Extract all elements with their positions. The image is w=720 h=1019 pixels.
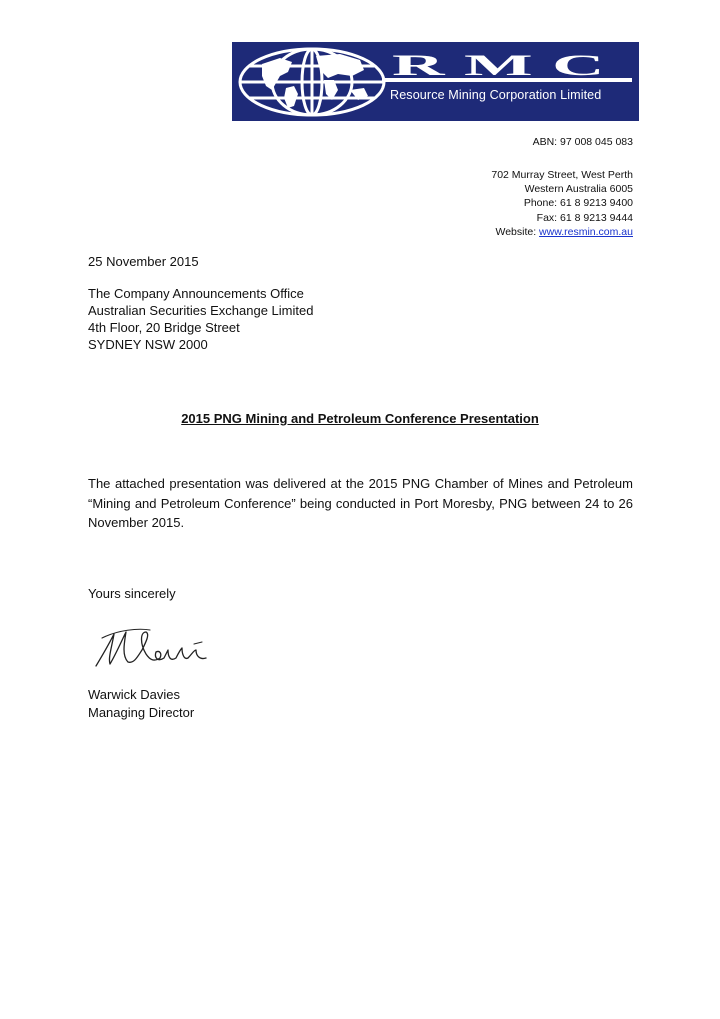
svg-text:RMC: RMC (392, 49, 624, 82)
website-label: Website: (495, 225, 540, 238)
recipient-line: Australian Securities Exchange Limited (88, 303, 314, 318)
recipient-line: The Company Announcements Office (88, 286, 304, 301)
signer-block (88, 686, 194, 721)
website-link[interactable]: www.resmin.com.au (539, 225, 633, 238)
abn-number: ABN: 97 008 045 083 (532, 136, 633, 148)
website-row (491, 225, 633, 239)
fax-number: Fax: 61 8 9213 9444 (536, 211, 633, 224)
address-line: Western Australia 6005 (524, 183, 633, 196)
company-logo (232, 42, 639, 121)
phone-number: Phone: 61 8 9213 9400 (523, 197, 633, 210)
letter-subject: 2015 PNG Mining and Petroleum Conference Presentation (181, 411, 539, 426)
letter-closing: Yours sincerely (88, 586, 176, 601)
letterhead-address (491, 168, 633, 239)
globe-icon (232, 42, 639, 121)
signer-title: Managing Director (88, 704, 195, 720)
letter-body: The attached presentation was delivered at the 2015 PNG Chamber of Mines and Petroleum “Mining and Petroleum Conference” being conducted in Port Moresby, PNG between 24 to 26 November 2015. (88, 476, 633, 530)
signature-icon (88, 620, 218, 674)
signer-name: Warwick Davies (88, 687, 180, 702)
recipient-line: SYDNEY NSW 2000 (88, 337, 208, 352)
rmc-wordmark (392, 49, 624, 82)
company-name: Resource Mining Corporation Limited (390, 88, 602, 102)
recipient-line: 4th Floor, 20 Bridge Street (88, 320, 240, 335)
address-line: 702 Murray Street, West Perth (491, 169, 633, 181)
recipient-address (88, 285, 313, 353)
letter-date: 25 November 2015 (88, 254, 199, 269)
